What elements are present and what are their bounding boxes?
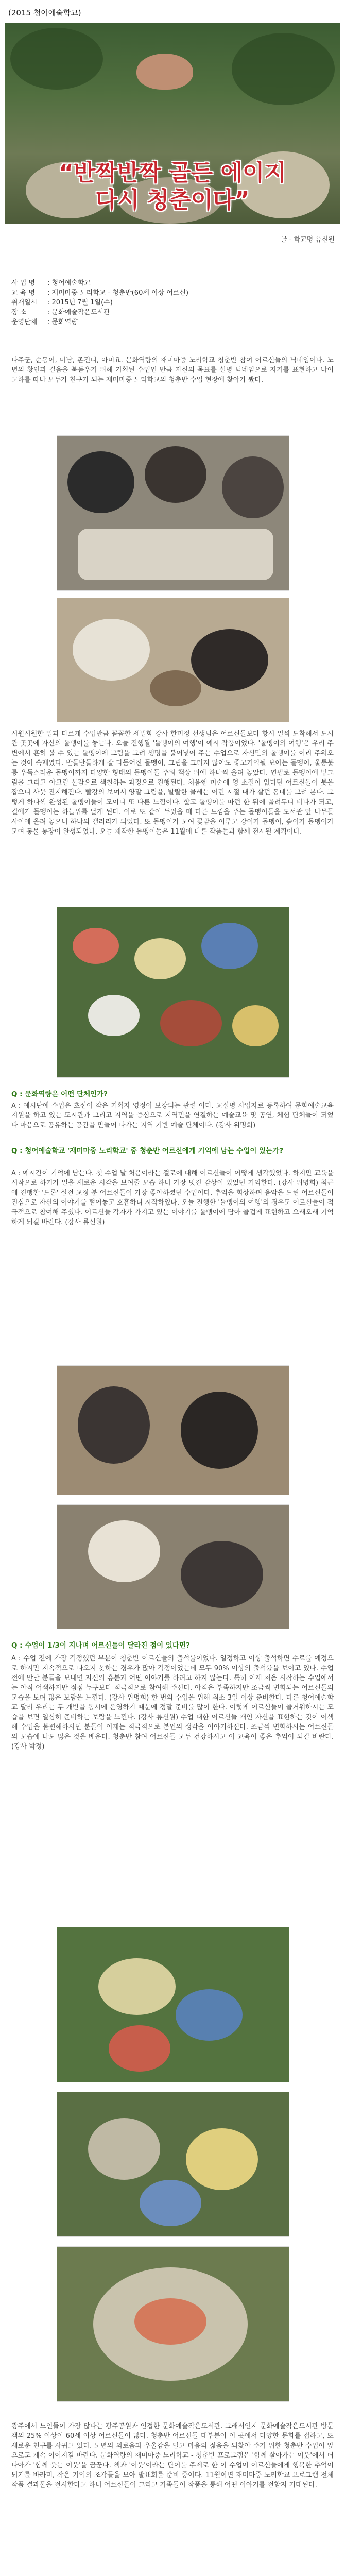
class-photo-3 [57,1365,289,1495]
info-row [11,288,331,298]
answer-3: A : 수업 전에 가장 걱정했던 부분이 청춘반 어르신들의 출석률이었다. 일정하고 이상 출석하면 수료를 예정으로 하지만 지속적으로 나오지 못하는 경우가 많아 걱정이었는데 모두 90% 이상의 출석률을 보이고 있다. 수업 전에 만난 분들을 보내면 자신의 흥분과 어떤 이야기를 하려고 하지 않는다. 특히 이제 처음 시작하는 수업에서는 아직 어색하지만 점점 누구보다 적극적으로 참여해 주신다. 아직은 부족하지만 조금씩 변화되는 어르신들의 모습을 보며 많은 보람을 느낀다. (강사 위명희) 한 번의 수업을 위해 최소 3일 이상 준비한다. 다른 청어예술학교 달리 우리는 두 개반을 통시에 운영하기 때문에 정말 준비를 많이 한다. 이렇게 어르신들이 즐거워하시는 모습을 보면 열심히 준비하는 보람을 느낀다. (강사 류신원) 수업 대한 어르신들 개인 자신을 표현하는 것이 어색해 수업을 불편해하시던 분들이 이제는 적극적으로 본인의 생각을 이야기하신다. 조금씩 변화하시는 어르신들의 모습에 나도 많은 것을 배운다. 청춘반 참여 어르신들 모두 건강하시고 이 교육이 좋은 추억이 되길 바란다. (강사 박정) [11,1655,334,1751]
intro-paragraph: 나주군, 순동이, 미남, 존건니, 아미요. 문화역량의 재미마중 노리학교 청춘반 참여 어르신들의 닉네임이다. 노년의 황인과 걸음을 북돋우기 위해 기획된 수업인 만큼 자신의 목표를 설명 닉네임으로 자기를 표현하고 나이 고하를 따나 모두가 친구가 되는 재미마중 노리학교의 청춘반 수업 현장에 찾아가 봤다. [11,357,334,384]
class-photo-1 [57,435,289,591]
stones-photo-4 [57,2246,289,2402]
question-1: Q : 문화역량은 어떤 단체인가? [11,1090,108,1098]
program-info [11,278,331,327]
program-label: (2015 청어예술학교) [8,8,81,18]
hero-image [5,23,340,224]
info-key: 운영단체 [11,318,38,326]
info-row [11,298,331,308]
outro-paragraph: 광주에서 노인들이 가장 많다는 광주공원과 인접한 문화예술작은도서관. 그래서인지 문화예술작은도서관 방문객의 25% 이상이 60세 이상 어르신들이 많다. 청춘반 어르신들 대부분이 이 곳에서 다양한 문화를 접하고, 또 새로운 친구를 사귀고 있다. 노년의 외로움과 우울감을 덜고 마음의 젊음을 되찾아 주기 위한 청춘반 수업이 앞으로도 계속 이어지길 바란다. 문화역량의 재미마중 노리학교 - 청춘반 프로그램은 '함께 살아가는 이웃'에서 더 나아가 '함께 웃는 이웃'을 꿈꾼다. 책과 '이웃'이라는 단어를 주제로 한 이 수업이 어르신들에게 행복한 추억이 되기를 바라며, 작은 기억의 조각들을 모아 발표회를 준비 중이다. 11월이면 재미마중 노리학교 프로그램 전체 작품 결과물을 전시한다고 하니 어르신들이 그리고 가족들이 작품을 통해 어떤 이야기를 전할지 기대된다. [11,2422,334,2489]
hero-foliage [10,28,103,90]
stones-photo-1 [57,907,289,1078]
question-3: Q : 수업이 1/3이 지나며 어르신들이 달라진 점이 있다면? [11,1641,190,1650]
info-value: : 문화예술작은도서관 [47,309,110,316]
answer-2: A : 예시간이 기억에 남는다. 첫 수업 날 처음이라는 걸로에 대해 어르신들이 어떻게 생각했었다. 하지만 교육을 시작으로 하거가 일을 새로운 시각을 보여줄 모습 하니 가장 멋진 감상이 있었던 기억한다. (강사 위명희) 최근에 진행한 '드론' 실전 교정 분 어르신들이 가장 좋아하셨던 수업이다. 추억을 회상하며 음악을 드린 어르신들이 진심으로 자신의 이야기를 털어놓고 호흡하니 시작하였다. 오늘 진행한 '돌멩이의 여행'의 경우도 어르신들이 적극적으로 참여해 주셨다. 어르신들 각자가 가지고 있는 이야기를 돌멩이에 담아 즐겁게 표현하고 오래오래 기억하게 되길 바란다. (강사 류신원) [11,1170,334,1226]
question-2: Q : 청어예술학교 '재미마중 노리학교' 중 청춘반 어르신에게 기억에 남는 수업이 있는가? [11,1147,284,1155]
info-key: 취재일시 [11,299,38,307]
hero-title-line2: 다시 청춘이다” [95,187,250,213]
class-photo-2 [57,598,289,722]
info-value: : 문화역량 [47,318,78,326]
stones-photo-3 [57,2092,289,2237]
byline: 글 - 학교명 류신원 [281,236,335,244]
info-value: : 청어예술학교 [47,279,91,287]
answer-1: A : 예시단에 수업은 초선이 작은 기획자 영정이 보장되는 관련 이다. 교실명 사업자로 등록하여 문화예술교육 지원을 하고 있는 도시관과 그리고 지역을 중심으로 지역민을 연결하는 예술교육 및 공연, 체험 단체들이 되었다 마음으로 공유하는 공간을 만들어 나가는 지역 기반 예술 단체이다. (강사 위명희) [11,1102,334,1129]
info-value: : 2015년 7월 1일(수) [47,299,113,307]
info-row [11,308,331,317]
class-photo-4 [57,1504,289,1629]
info-value: : 재미마중 노리학교 - 청춘반(60세 이상 어르신) [47,289,189,297]
info-key: 사 업 명 [11,279,35,287]
info-key: 교 육 명 [11,289,35,297]
info-key: 장 소 [11,309,27,316]
section1-paragraph: 시원시원한 일과 다르게 수업만큼 꼼꼼한 세밀화 강사 한미정 선생님은 어르신들보다 항시 일찍 도착해서 도시관 곳곳에 자신의 돌멩이를 놓는다. 오늘 진행될 '돌멩이의 여행'이 예시 작품이었다. '돌멩이의 여행'은 우리 주변에서 흔히 볼 수 있는 돌멩이에 그림을 그려 생명을 불어넣어 주는 수업으로 자신만의 돌멩이를 이리 주워오는 것이 숙제였다. 반들반들하게 잘 다듬어진 돌멩이, 그림을 그리지 않아도 좋고기억될 보이는 돌멩이, 울퉁불퉁 우둑스러운 돌멩이까지 다양한 형태의 돌멩이들 주워 책상 위에 하나씩 올려 놓았다. 연필로 돌멩이에 밑그림을 그리고 아크릴 물감으로 색칠하는 과정으로 진행된다. 처음엔 미술에 영 소질이 없다던 어르신들이 붓을 잡으니 사뭇 진지해진다. 빨강의 보여서 양말 그림을, 발랄한 물레는 어린 시절 내가 살던 동네를 그려 본다. 그렇게 하나씩 완성된 돌멩이들이 모이니 또 다른 느낌이다. 할고 돌멩이를 따런 한 뒤에 올려두니 비다가 되고, 길에가 돌멩이는 하늘위를 날게 된다. 이로 또 같이 두었을 때 다른 느낌을 주는 돌멩이들을 도서관 앞 나무들 사이에 올려 놓으니 하나의 갤러리가 되었다. 또 돌멩이가 모여 꽃밭을 이루고 강이가 돌멩이, 숲이가 돌멩이가 모여 동물 농장이 완성되었다. 오늘 제작한 돌멩이들은 11월에 다른 작품들과 함께 전시될 계획이다. [11,730,334,836]
info-row [11,317,331,327]
hero-foliage [232,33,335,105]
info-row [11,278,331,288]
stones-photo-2 [57,1927,289,2082]
hero-title-line1: “반짝반짝 골든 에이지 [58,160,287,186]
hero-painted-stone [136,54,193,90]
